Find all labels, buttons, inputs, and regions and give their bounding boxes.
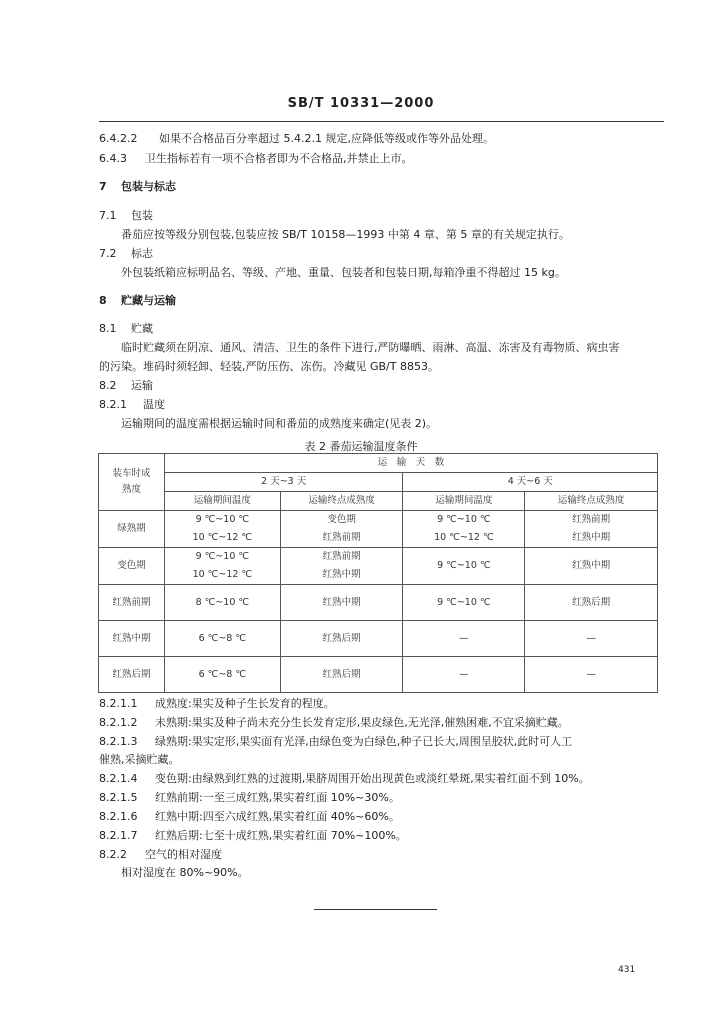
clause-number: 8.2.1.2 [99,716,138,729]
row-header-cell: 装车时成熟度 [99,454,165,511]
clause-number: 8.2.1 [99,398,127,411]
table-row [99,621,658,657]
def-8-2-1-7 [99,829,407,843]
end-rule [314,909,437,910]
temp-cell: — [403,657,525,693]
clause-text: 成熟度:果实及种子生长发育的程度。 [155,697,335,710]
clause-text: 红熟后期:七至十成红熟,果实着红面 70%~100%。 [155,829,407,842]
clause-number: 8.2 [99,379,117,392]
stage-cell: 绿熟期 [99,511,165,548]
clause-number: 6.4.3 [99,152,127,165]
def-8-2-1-5 [99,791,400,805]
clause-7-1-body: 番茄应按等级分别包装,包装应按 SB/T 10158—1993 中第 4 章、第 5 章的有关规定执行。 [121,228,570,241]
table-caption: 表 2 番茄运输温度条件 [304,440,418,453]
col-header-temp-1: 运输期间温度 [164,492,280,511]
clause-number: 6.4.2.2 [99,132,138,145]
end-cell: 红熟中期 [280,585,403,621]
clause-text: 变色期:由绿熟到红熟的过渡期,果脐周围开始出现黄色或淡红晕斑,果实着红面不到 10%。 [155,772,590,785]
clause-text: 运输 [131,379,153,392]
clause-8-2 [99,379,153,393]
clause-text: 红熟前期:一至三成红熟,果实着红面 10%~30%。 [155,791,400,804]
clause-number: 8.2.1.3 [99,735,138,748]
clause-number: 8.2.1.1 [99,697,138,710]
temp-cell: 9 ℃~10 ℃ [403,585,525,621]
clause-text: 标志 [131,247,153,260]
end-cell: 红熟后期 [525,585,658,621]
def-8-2-1-3 [99,735,572,749]
temp-cell: 9 ℃~10 ℃ 10 ℃~12 ℃ [403,511,525,548]
end-cell: 红熟后期 [280,621,403,657]
chapter-8-heading [99,294,176,308]
def-8-2-1-4 [99,772,590,786]
chapter-number: 8 [99,294,107,307]
col-header-end-2: 运输终点成熟度 [525,492,658,511]
clause-text: 空气的相对湿度 [145,848,222,861]
span-header-cell: 运 输 天 数 [164,454,657,473]
clause-8-2-2-body: 相对湿度在 80%~90%。 [121,866,249,879]
stage-cell: 红熟中期 [99,621,165,657]
clause-number: 8.2.1.6 [99,810,138,823]
clause-number: 8.2.1.5 [99,791,138,804]
end-cell: 红熟前期 红熟中期 [525,511,658,548]
clause-number: 7.2 [99,247,117,260]
clause-8-1 [99,322,153,336]
clause-8-2-1-body: 运输期间的温度需根据运输时间和番茄的成熟度来确定(见表 2)。 [121,417,438,430]
col-header-temp-2: 运输期间温度 [403,492,525,511]
group-header-2-3-days: 2 天~3 天 [164,473,403,492]
stage-cell: 红熟后期 [99,657,165,693]
temp-cell: — [403,621,525,657]
temp-cell: 9 ℃~10 ℃ [403,548,525,585]
clause-8-1-body-line2: 的污染。堆码时须轻卸、轻装,严防压伤、冻伤。冷藏见 GB/T 8853。 [99,360,439,373]
standard-number-header: SB/T 10331—2000 [287,96,435,111]
header-rule [99,121,664,122]
end-cell: 红熟前期 红熟中期 [280,548,403,585]
clause-6-4-3 [99,152,413,166]
col-header-end-1: 运输终点成熟度 [280,492,403,511]
clause-text: 卫生指标若有一项不合格者即为不合格品,并禁止上市。 [145,152,413,165]
clause-text: 温度 [143,398,165,411]
temp-cell: 6 ℃~8 ℃ [164,657,280,693]
def-8-2-1-3-cont: 催熟,采摘贮藏。 [99,753,180,766]
clause-text: 贮藏 [131,322,153,335]
clause-7-2-body: 外包装纸箱应标明品名、等级、产地、重量、包装者和包装日期,每箱净重不得超过 15 kg。 [121,266,566,279]
stage-cell: 变色期 [99,548,165,585]
clause-number: 8.1 [99,322,117,335]
stage-cell: 红熟前期 [99,585,165,621]
chapter-number: 7 [99,180,107,193]
clause-6-4-2-2 [99,132,494,146]
chapter-title: 包装与标志 [121,180,176,193]
end-cell: 红熟后期 [280,657,403,693]
table-row [99,511,658,548]
clause-8-2-1 [99,398,165,412]
clause-number: 8.2.2 [99,848,127,861]
clause-text: 包装 [131,209,153,222]
temp-cell: 9 ℃~10 ℃ 10 ℃~12 ℃ [164,511,280,548]
clause-text: 绿熟期:果实定形,果实面有光泽,由绿色变为白绿色,种子已长大,周围呈胶状,此时可人工 [155,735,573,748]
clause-8-1-body-line1: 临时贮藏须在阴凉、通风、清洁、卫生的条件下进行,严防曝晒、雨淋、高温、冻害及有毒物质、病虫害 [121,341,620,354]
chapter-7-heading [99,180,176,194]
transport-temperature-table [98,453,658,693]
clause-number: 8.2.1.4 [99,772,138,785]
clause-text: 红熟中期:四至六成红熟,果实着红面 40%~60%。 [155,810,400,823]
def-8-2-1-6 [99,810,400,824]
table-row [99,585,658,621]
temp-cell: 8 ℃~10 ℃ [164,585,280,621]
temp-cell: 9 ℃~10 ℃ 10 ℃~12 ℃ [164,548,280,585]
def-8-2-1-2 [99,716,569,730]
chapter-title: 贮藏与运输 [121,294,176,307]
end-cell: — [525,621,658,657]
clause-8-2-2 [99,848,222,862]
clause-text: 未熟期:果实及种子尚未充分生长发育定形,果皮绿色,无光泽,催熟困难,不宜采摘贮藏。 [155,716,569,729]
clause-number: 7.1 [99,209,117,222]
clause-number: 8.2.1.7 [99,829,138,842]
page-number: 431 [618,965,636,975]
clause-7-2 [99,247,153,261]
end-cell: 红熟中期 [525,548,658,585]
end-cell: 变色期 红熟前期 [280,511,403,548]
clause-text: 如果不合格品百分率超过 5.4.2.1 规定,应降低等级或作等外品处理。 [159,132,494,145]
temp-cell: 6 ℃~8 ℃ [164,621,280,657]
def-8-2-1-1 [99,697,335,711]
end-cell: — [525,657,658,693]
table-row [99,657,658,693]
table-row [99,548,658,585]
group-header-4-6-days: 4 天~6 天 [403,473,658,492]
clause-7-1 [99,209,153,223]
